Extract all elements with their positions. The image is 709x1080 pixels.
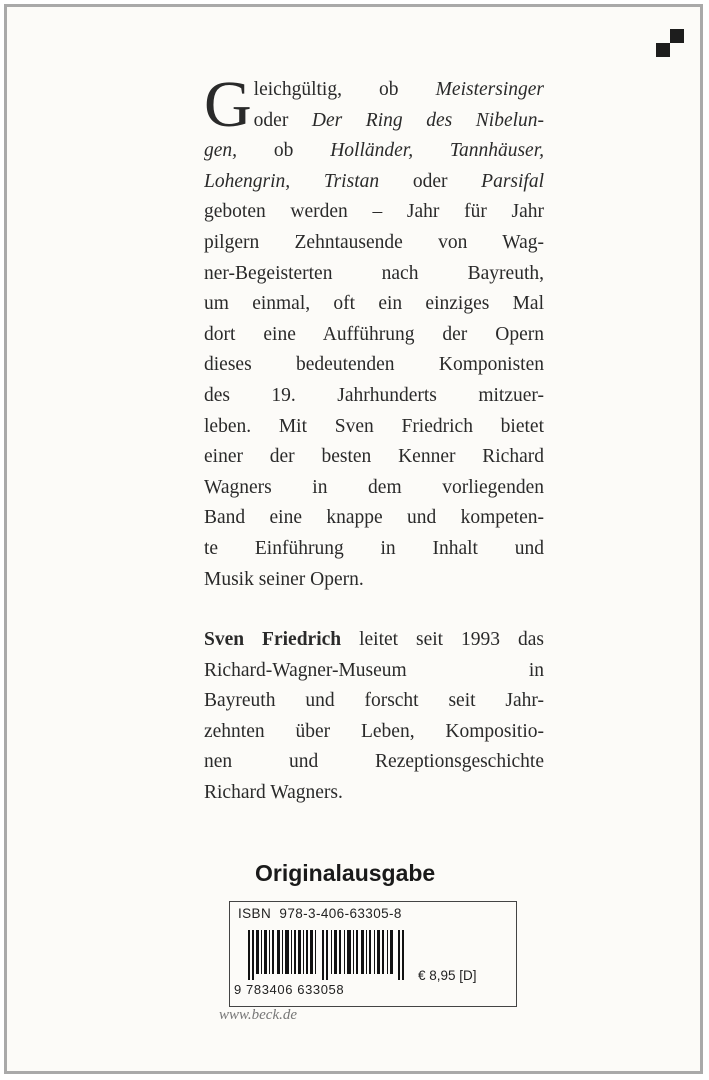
blurb-line: leben. Mit Sven Friedrich bietet	[204, 415, 544, 437]
blurb-line: dort eine Aufführung der Opern	[204, 323, 544, 345]
isbn-box	[229, 901, 517, 1007]
author-line: zehnten über Leben, Kompositio-	[204, 720, 544, 742]
barcode-icon	[248, 930, 406, 980]
blurb-line: pilgern Zehntausende von Wag-	[204, 231, 544, 253]
isbn-label: ISBN	[238, 906, 272, 921]
price-label: € 8,95 [D]	[418, 968, 477, 983]
edition-label: Originalausgabe	[255, 860, 436, 886]
publisher-logo-icon	[656, 29, 684, 57]
book-back-cover	[4, 4, 703, 1074]
blurb-line: einer der besten Kenner Richard	[204, 446, 544, 468]
blurb-text	[204, 68, 544, 809]
blurb-line: Lohengrin, Tristan oder Parsifal	[204, 170, 544, 192]
isbn-number: 978-3-406-63305-8	[279, 906, 402, 921]
blurb-line: oder Der Ring des Nibelun-	[253, 109, 544, 131]
blurb-line: um einmal, oft ein einziges Mal	[204, 293, 544, 315]
author-bio	[204, 625, 544, 809]
blurb-line: ner-Begeisterten nach Bayreuth,	[204, 262, 544, 284]
author-line: Richard Wagners.	[204, 782, 343, 804]
blurb-line: Band eine knappe und kompeten-	[204, 507, 544, 529]
blurb-line: dieses bedeutenden Komponisten	[204, 354, 544, 376]
author-name: Sven Friedrich	[204, 629, 342, 651]
blurb-line: geboten werden – Jahr für Jahr	[204, 201, 544, 223]
author-line: nen und Rezeptionsgeschichte	[204, 751, 544, 773]
blurb-line: Wagners in dem vorliegenden	[204, 476, 544, 498]
drop-cap: G	[204, 68, 252, 141]
blurb-line: gen, ob Holländer, Tannhäuser,	[204, 140, 544, 162]
publisher-url: www.beck.de	[219, 1007, 298, 1023]
author-line: Richard-Wagner-Museum in	[204, 659, 544, 681]
blurb-line: te Einführung in Inhalt und	[204, 537, 544, 559]
blurb-line: Musik seiner Opern.	[204, 568, 364, 590]
isbn-line	[238, 906, 402, 921]
author-line: Bayreuth und forscht seit Jahr-	[204, 690, 544, 712]
barcode-digits: 9 783406 633058	[234, 982, 345, 997]
author-line: Sven Friedrich leitet seit 1993 das	[204, 629, 544, 651]
blurb-line: leichgültig, ob Meistersinger	[253, 79, 544, 100]
blurb-line: des 19. Jahrhunderts mitzuer-	[204, 384, 544, 406]
